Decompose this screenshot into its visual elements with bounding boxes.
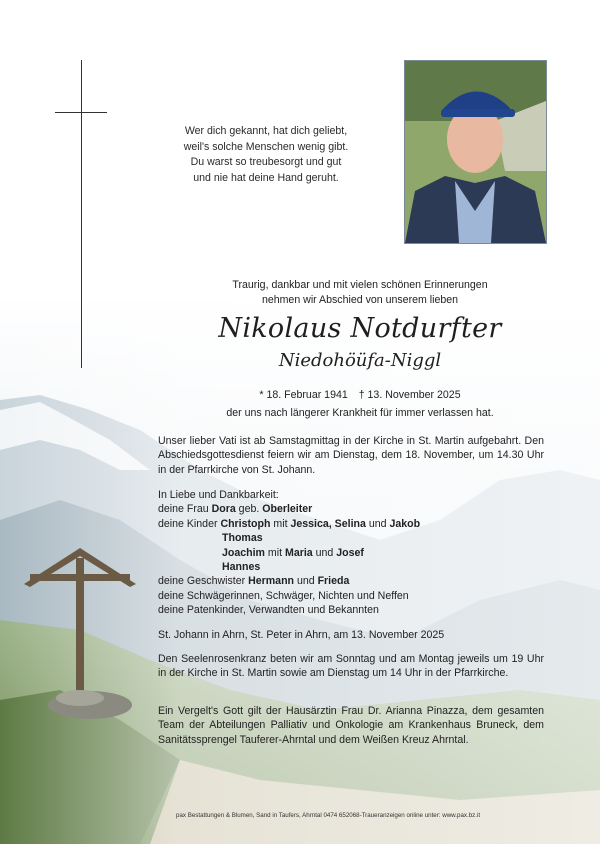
family-intro: In Liebe und Dankbarkeit:	[158, 489, 279, 501]
intro-text	[160, 278, 560, 307]
life-dates	[160, 389, 560, 401]
cross-symbol-horizontal	[55, 112, 107, 113]
intro-line-2: nehmen wir Abschied von unserem lieben	[261, 293, 459, 306]
intro-line-1: Traurig, dankbar und mit vielen schönen Erinnerungen	[232, 279, 488, 291]
family-kid-2: Thomas	[222, 532, 263, 545]
poem-line: und nie hat deine Hand geruht.	[193, 171, 339, 184]
place-and-date: St. Johann in Ahrn, St. Peter in Ahrn, am 13. November 2025	[158, 629, 445, 641]
rosary-paragraph: Den Seelenrosenkranz beten wir am Sonntag und am Montag jeweils um 19 Uhr in der Kirche in St. Martin sowie am Dienstag um 14 Uhr in der Pfarrkirche.	[158, 653, 544, 680]
birth-date: * 18. Februar 1941	[259, 389, 348, 401]
family-godchildren: deine Patenkinder, Verwandten und Bekannten	[158, 604, 379, 617]
portrait-photo	[404, 60, 547, 244]
family-wife: deine Frau Dora geb. Oberleiter	[158, 503, 313, 516]
family-inlaws: deine Schwägerinnen, Schwäger, Nichten und Neffen	[158, 589, 409, 602]
family-siblings: deine Geschwister Hermann und Frieda	[158, 575, 350, 588]
cross-symbol-vertical	[81, 60, 82, 368]
poem-line: Wer dich gekannt, hat dich geliebt,	[184, 125, 348, 137]
deceased-nickname: Niedohöüfa-Niggl	[278, 350, 442, 371]
family-kid-3: Joachim mit Maria und Josef	[222, 546, 364, 559]
deceased-name: Nikolaus Notdurfter	[218, 313, 502, 344]
death-date: † 13. November 2025	[358, 389, 461, 401]
viewing-paragraph: Unser lieber Vati ist ab Samstagmittag in der Kirche in St. Martin aufgebahrt. Den Abschiedsgottesdienst feiern wir am Dienstag, dem 18. November, um 14.30 Uhr in der Pfarrkirche von St. Johann.	[158, 435, 544, 476]
family-list	[158, 488, 544, 618]
family-kids: deine Kinder Christoph mit Jessica, Selina und Jakob	[158, 517, 421, 530]
footer-credit: pax Bestattungen & Blumen, Sand in Taufers, Ahrntal 0474 652068-Traueranzeigen online unter: www.pax.bz.it	[176, 812, 481, 819]
poem-line: weil's solche Menschen wenig gibt.	[183, 140, 349, 153]
passing-statement: der uns nach längerer Krankheit für immer verlassen hat.	[226, 407, 494, 419]
memorial-poem	[138, 124, 394, 186]
family-kid-4: Hannes	[222, 561, 261, 574]
poem-line: Du warst so treubesorgt und gut	[190, 156, 342, 168]
thanks-paragraph: Ein Vergelt's Gott gilt der Hausärztin Frau Dr. Arianna Pinazza, dem gesamten Team der Abteilungen Palliativ und Onkologie am Krankenhaus Bruneck, dem Sanitätssprengel Tauferer-Ahrntal und dem Weißen Kreuz Ahrntal.	[158, 705, 544, 746]
